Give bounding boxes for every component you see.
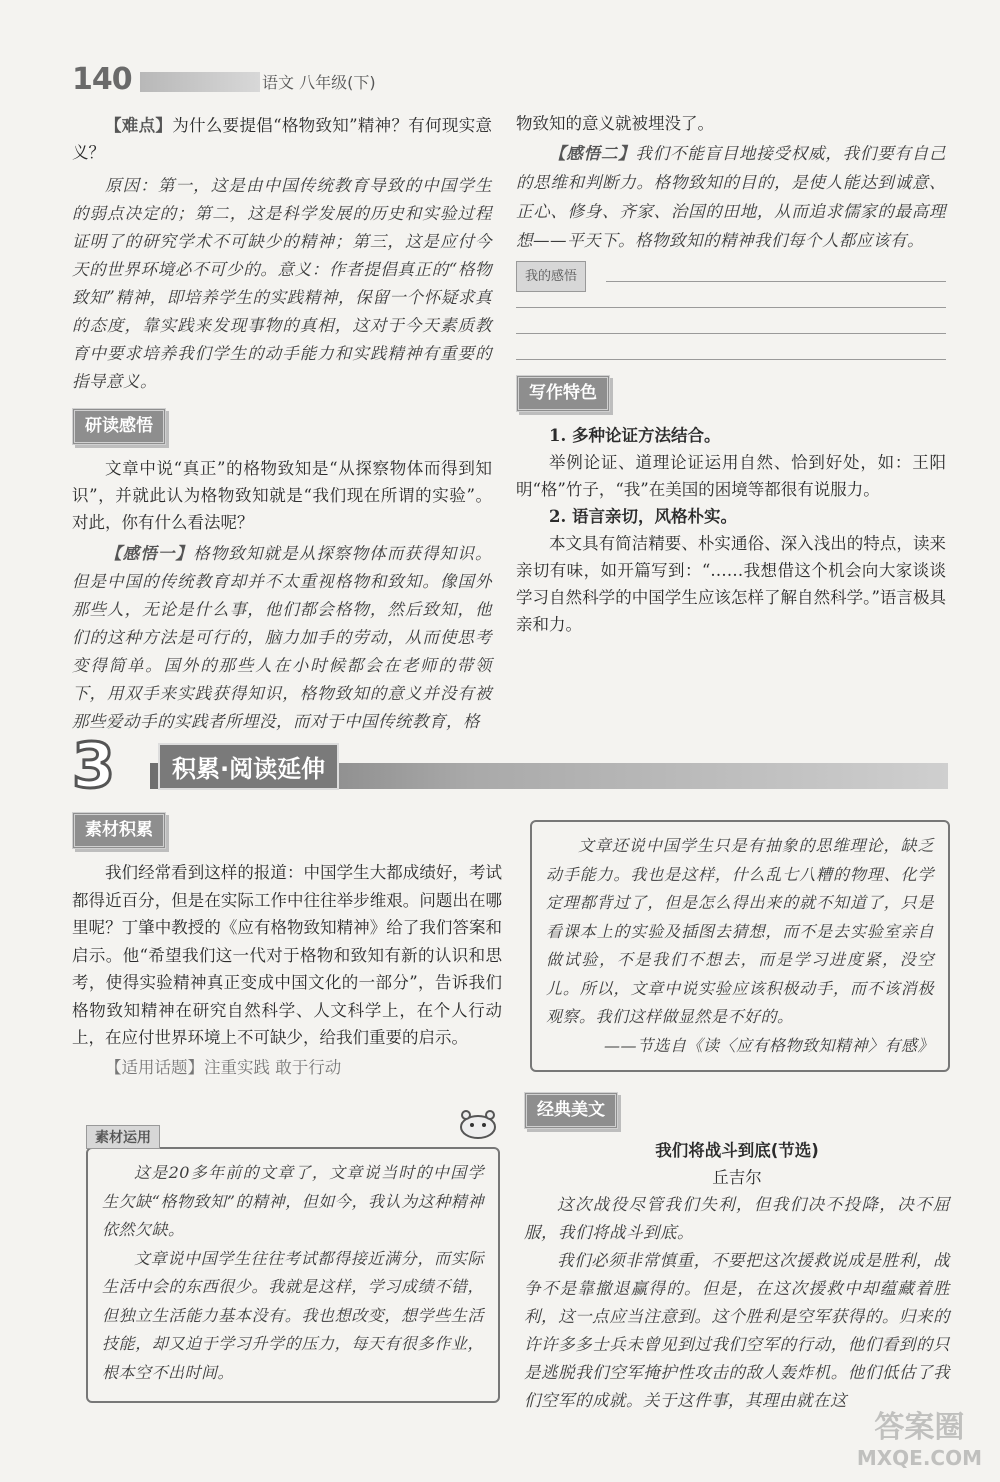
- excerpt-text: 文章还说中国学生只是有抽象的思维理论，缺乏动手能力。我也是这样，什么乱七八糟的物理、化学定理都背过了，但是怎么得出来的就不知道了，只是看课本上的实验及插图去猜想，而不是去实验室亲自做试验，不是我们不想去，而是学习进度紧，没空儿。所以，文章中说实验应该积极动手，而不该消极观察。我们这样做显然是不好的。: [546, 836, 934, 1026]
- section-title-material: 素材积累: [72, 812, 166, 849]
- right-top-column: [516, 110, 946, 638]
- topic-tag: 【适用话题】: [105, 1057, 204, 1077]
- watermark-line-2: MXQE.COM: [856, 1446, 982, 1470]
- feature-point-1-text: 举例论证、道理论证运用自然、恰到好处，如：王阳明“格”竹子，“我”在美国的困境等都很有说服力。: [516, 453, 946, 499]
- writing-line: [516, 333, 946, 334]
- writing-line: [516, 359, 946, 360]
- insight1-continuation: 物致知的意义就被埋没了。: [516, 114, 714, 133]
- watermark-logo: [857, 1402, 982, 1470]
- insight2-text: 我们不能盲目地接受权威，我们要有自己的思维和判断力。格物致知的目的，是使人能达到诚意、正心、修身、齐家、治国的田地，从而追求儒家的最高理想——平天下。格物致知的精神我们每个人都应该有。: [516, 144, 947, 250]
- section-title-writing: 写作特色: [516, 375, 610, 412]
- excerpt-source: ——节选自《读〈应有格物致知精神〉有感》: [603, 1035, 934, 1055]
- usage-label: 素材运用: [86, 1125, 160, 1149]
- essay-paragraph-2: 我们必须非常慎重，不要把这次援救说成是胜利，战争不是靠撤退赢得的。但是，在这次援救中却蕴藏着胜利，这一点应当注意到。这个胜利是空军获得的。归来的许许多多士兵未曾见到过我们空军的行动，他们看到的只是逃脱我们空军掩护性攻击的敌人轰炸机。他们低估了我们空军的成就。关于这件事，其理由就在这: [524, 1251, 950, 1410]
- essay-author: 丘吉尔: [712, 1168, 762, 1187]
- header-bar: [140, 72, 260, 92]
- usage-content: [86, 1147, 500, 1403]
- difficulty-question: [72, 112, 492, 166]
- section-title-classic: 经典美文: [524, 1092, 618, 1129]
- study-insight-heading: [72, 408, 492, 445]
- insight1-tag: 【感悟一】: [105, 544, 194, 563]
- section-banner: [72, 729, 948, 802]
- my-insight-label: 我的感悟: [516, 261, 586, 292]
- study-prompt: 文章中说“真正”的格物致知是“从探察物体而得到知识”，并就此认为格物致知就是“我们现在所谓的实验”。对此，你有什么看法呢？: [72, 459, 492, 532]
- usage-paragraph-1: 这是20多年前的文章了，文章说当时的中国学生欠缺“格物致知”的精神，但如今，我认为这种精神依然欠缺。: [102, 1163, 484, 1239]
- feature-point-1: 1. 多种论证方法结合。: [549, 426, 721, 445]
- usage-paragraph-2: 文章说中国学生往往考试都得接近满分，而实际生活中会的东西很少。我就是这样，学习成绩不错，但独立生活能力基本没有。我也想改变，想学些生活技能，却又迫于学习升学的压力，每天有很多作业，根本空不出时间。: [102, 1248, 484, 1382]
- page-number: 140: [72, 62, 132, 97]
- material-text: 我们经常看到这样的报道：中国学生大都成绩好，考试都得近百分，但是在实际工作中往往举步维艰。问题出在哪里呢？丁肇中教授的《应有格物致知精神》给了我们答案和启示。他“希望我们这一代对于格物和致知有新的认识和思考，使得实验精神真正变成中国文化的一部分”，告诉我们格物致知精神在研究自然科学、人文科学上，在个人行动上，在应付世界环境上不可缺少，给我们重要的启示。: [72, 863, 502, 1047]
- topic-text: 注重实践 敢于行动: [204, 1057, 342, 1077]
- feature-point-2-text: 本文具有简洁精要、朴实通俗、深入浅出的特点，读来亲切有味，如开篇写到：“……我想借这个机会向大家谈谈学习自然科学的中国学生应该怎样了解自然科学。”语言极具亲和力。: [516, 534, 946, 634]
- left-bottom-column: [72, 812, 502, 1081]
- my-insight-lines: [516, 261, 946, 365]
- writing-line: [516, 307, 946, 308]
- banner-title: 积累·阅读延伸: [158, 743, 339, 790]
- watermark-line-1: 答案圈: [874, 1410, 965, 1445]
- essay-title: 我们将战斗到底(节选): [655, 1141, 819, 1160]
- classic-heading: [524, 1092, 950, 1129]
- feature-point-2: 2. 语言亲切，风格朴实。: [549, 507, 737, 526]
- insight-one: [72, 540, 492, 736]
- excerpt-box: [530, 820, 950, 1072]
- difficulty-answer: 原因：第一，这是由中国传统教育导致的中国学生的弱点决定的；第二，这是科学发展的历史和实验过程证明了的研究学术不可缺少的精神；第三，这是应付今天的世界环境必不可少的。意义：作者提倡真正的“格物致知”精神，即培养学生的实践精神，保留一个怀疑求真的态度，靠实践来发现事物的真相，这对于今天素质教育中要求培养我们学生的动手能力和实践精神有重要的指导意义。: [72, 176, 492, 391]
- writing-feature-heading: [516, 375, 946, 412]
- applicable-topic: [72, 1054, 502, 1081]
- classic-essay-section: [524, 1092, 950, 1415]
- essay-paragraph-1: 这次战役尽管我们失利，但我们决不投降，决不屈服，我们将战斗到底。: [524, 1195, 950, 1242]
- material-heading: [72, 812, 502, 849]
- cartoon-icon: [458, 1109, 498, 1139]
- question-tag: 【难点】: [105, 116, 173, 135]
- usage-box: [86, 1125, 500, 1403]
- insight-two: [516, 139, 946, 255]
- banner-number: 3: [72, 729, 116, 802]
- section-title-study: 研读感悟: [72, 408, 166, 445]
- question-text: 为什么要提倡“格物致知”精神？有何现实意义？: [72, 116, 493, 162]
- header-subject: 语文 八年级(下): [262, 73, 376, 92]
- insight1-text: 格物致知就是从探察物体而获得知识。但是中国的传统教育却并不太重视格物和致知。像国外那些人，无论是什么事，他们都会格物，然后致知，他们的这种方法是可行的，脑力加手的劳动，从而使思考变得简单。国外的那些人在小时候都会在老师的带领下，用双手来实践获得知识，格物致知的意义并没有被那些爱动手的实践者所埋没，而对于中国传统教育，格: [72, 544, 493, 731]
- insight2-tag: 【感悟二】: [549, 144, 636, 163]
- writing-line: [606, 281, 946, 282]
- left-top-column: [72, 112, 492, 736]
